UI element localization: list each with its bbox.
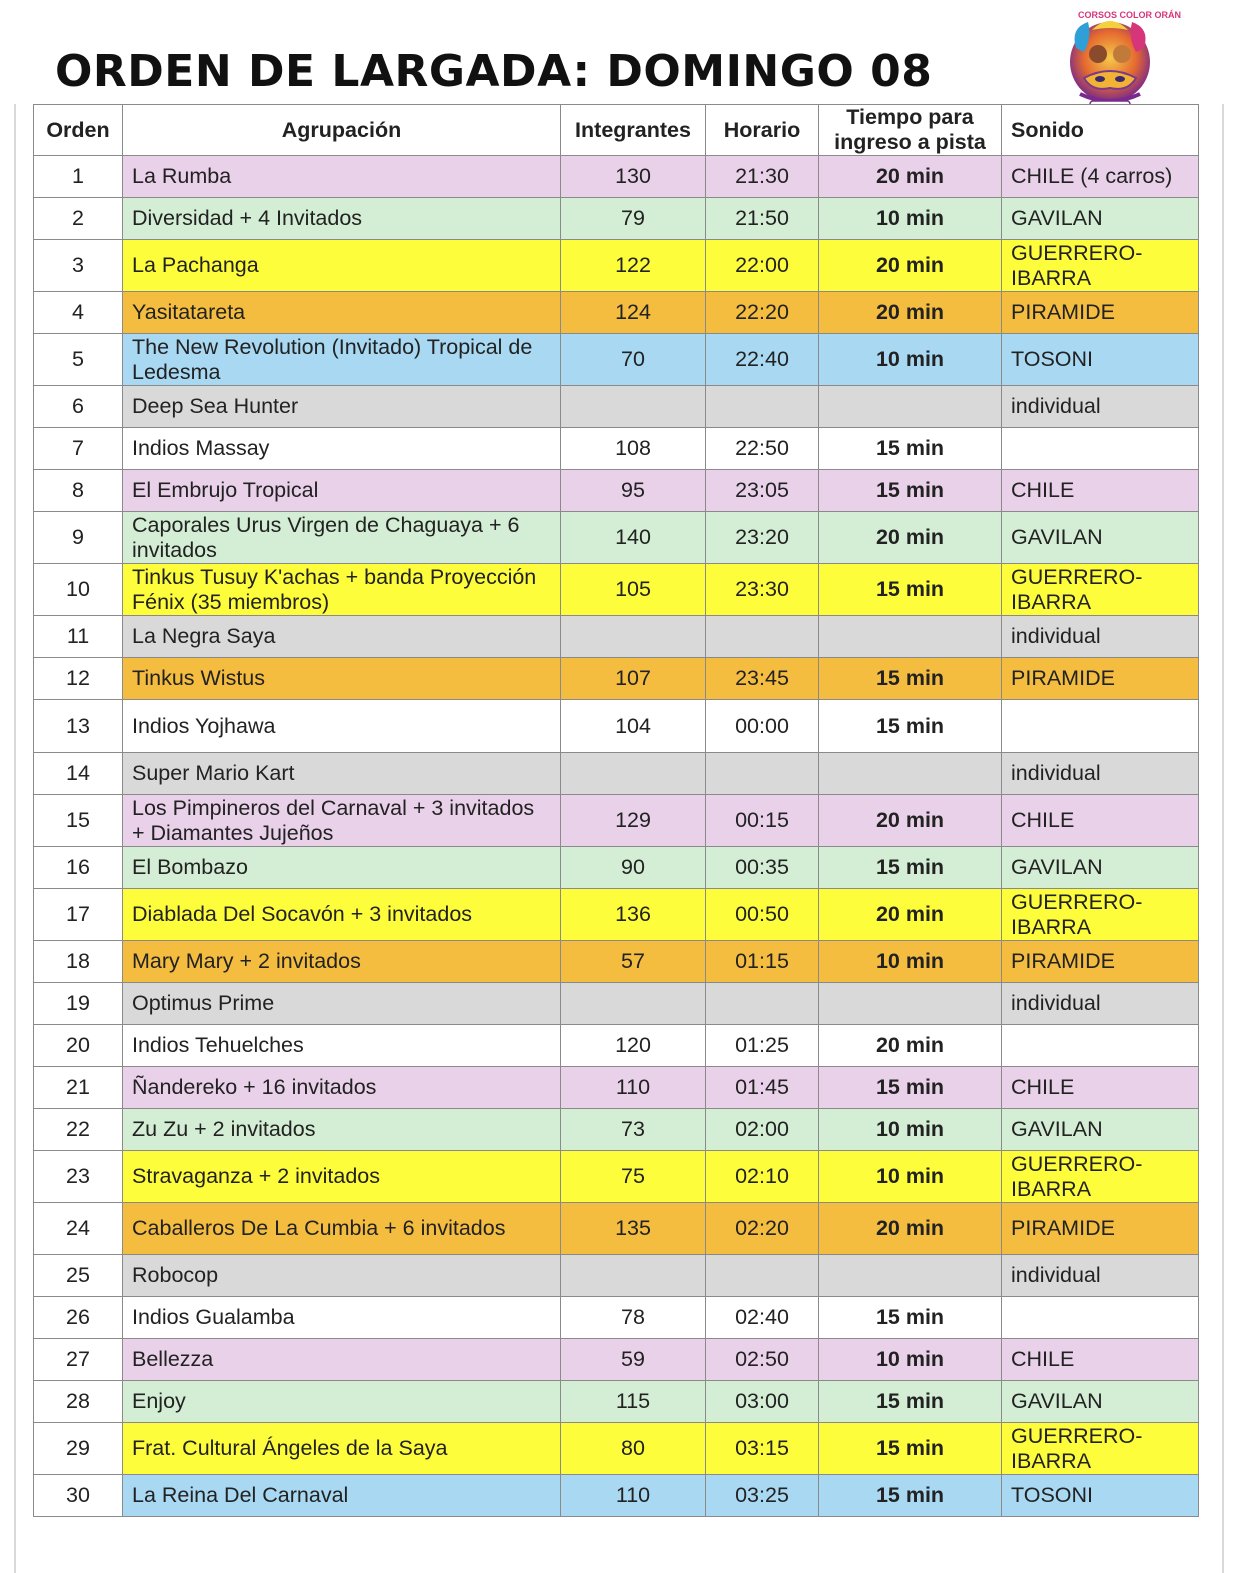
page-edge-left	[14, 104, 16, 1573]
cell-orden: 11	[34, 616, 123, 658]
cell-tiempo: 15 min	[819, 564, 1002, 616]
cell-orden: 21	[34, 1067, 123, 1109]
cell-orden: 28	[34, 1381, 123, 1423]
cell-tiempo: 10 min	[819, 1109, 1002, 1151]
cell-integrantes: 130	[561, 156, 706, 198]
table-row	[34, 198, 1199, 240]
cell-horario: 02:50	[706, 1339, 819, 1381]
cell-sonido: GAVILAN	[1002, 198, 1199, 240]
table-row	[34, 1151, 1199, 1203]
table-row	[34, 1067, 1199, 1109]
cell-integrantes: 79	[561, 198, 706, 240]
cell-integrantes: 110	[561, 1475, 706, 1517]
cell-horario: 22:20	[706, 292, 819, 334]
cell-sonido: GAVILAN	[1002, 847, 1199, 889]
cell-horario	[706, 983, 819, 1025]
cell-integrantes: 104	[561, 700, 706, 753]
cell-sonido: GAVILAN	[1002, 1109, 1199, 1151]
table-row	[34, 795, 1199, 847]
cell-agrupacion: Indios Massay	[123, 428, 561, 470]
cell-tiempo: 15 min	[819, 658, 1002, 700]
cell-horario: 23:05	[706, 470, 819, 512]
cell-agrupacion: Optimus Prime	[123, 983, 561, 1025]
header-sonido: Sonido	[1002, 105, 1199, 156]
cell-tiempo: 15 min	[819, 1067, 1002, 1109]
cell-orden: 18	[34, 941, 123, 983]
header-integrantes: Integrantes	[561, 105, 706, 156]
cell-agrupacion: El Bombazo	[123, 847, 561, 889]
cell-horario	[706, 753, 819, 795]
table-row	[34, 983, 1199, 1025]
header-row	[34, 105, 1199, 156]
table-row	[34, 470, 1199, 512]
cell-agrupacion: Frat. Cultural Ángeles de la Saya	[123, 1423, 561, 1475]
cell-integrantes: 129	[561, 795, 706, 847]
cell-agrupacion: Caporales Urus Virgen de Chaguaya + 6 invitados	[123, 512, 561, 564]
cell-sonido: CHILE (4 carros)	[1002, 156, 1199, 198]
cell-tiempo: 10 min	[819, 1339, 1002, 1381]
cell-integrantes: 107	[561, 658, 706, 700]
cell-tiempo: 10 min	[819, 334, 1002, 386]
table-row	[34, 889, 1199, 941]
cell-agrupacion: Indios Yojhawa	[123, 700, 561, 753]
cell-tiempo: 15 min	[819, 1381, 1002, 1423]
cell-horario: 23:45	[706, 658, 819, 700]
table-row	[34, 847, 1199, 889]
cell-integrantes: 90	[561, 847, 706, 889]
cell-horario: 02:00	[706, 1109, 819, 1151]
table-row	[34, 512, 1199, 564]
cell-orden: 14	[34, 753, 123, 795]
cell-sonido: GUERRERO-IBARRA	[1002, 240, 1199, 292]
cell-orden: 24	[34, 1203, 123, 1255]
cell-orden: 30	[34, 1475, 123, 1517]
table-body	[34, 156, 1199, 1517]
cell-sonido: TOSONI	[1002, 1475, 1199, 1517]
header-orden: Orden	[34, 105, 123, 156]
cell-tiempo	[819, 983, 1002, 1025]
cell-orden: 2	[34, 198, 123, 240]
cell-tiempo	[819, 616, 1002, 658]
header-horario: Horario	[706, 105, 819, 156]
table-row	[34, 428, 1199, 470]
cell-orden: 9	[34, 512, 123, 564]
table-row	[34, 658, 1199, 700]
table-row	[34, 292, 1199, 334]
cell-horario: 00:00	[706, 700, 819, 753]
cell-sonido: individual	[1002, 983, 1199, 1025]
cell-agrupacion: Los Pimpineros del Carnaval + 3 invitados + Diamantes Jujeños	[123, 795, 561, 847]
cell-tiempo: 15 min	[819, 700, 1002, 753]
cell-sonido: PIRAMIDE	[1002, 292, 1199, 334]
cell-integrantes: 136	[561, 889, 706, 941]
cell-orden: 23	[34, 1151, 123, 1203]
cell-tiempo	[819, 753, 1002, 795]
schedule-sheet	[0, 104, 1240, 1573]
cell-integrantes: 115	[561, 1381, 706, 1423]
cell-agrupacion: La Negra Saya	[123, 616, 561, 658]
cell-agrupacion: Zu Zu + 2 invitados	[123, 1109, 561, 1151]
cell-orden: 1	[34, 156, 123, 198]
cell-horario: 23:30	[706, 564, 819, 616]
cell-sonido	[1002, 1025, 1199, 1067]
table-row	[34, 1255, 1199, 1297]
cell-sonido	[1002, 1297, 1199, 1339]
cell-horario: 01:15	[706, 941, 819, 983]
cell-horario	[706, 386, 819, 428]
cell-sonido: GAVILAN	[1002, 512, 1199, 564]
cell-orden: 19	[34, 983, 123, 1025]
cell-orden: 26	[34, 1297, 123, 1339]
cell-horario: 00:50	[706, 889, 819, 941]
cell-horario	[706, 616, 819, 658]
cell-integrantes: 135	[561, 1203, 706, 1255]
table-row	[34, 334, 1199, 386]
cell-horario: 22:40	[706, 334, 819, 386]
cell-sonido: individual	[1002, 1255, 1199, 1297]
cell-integrantes	[561, 753, 706, 795]
cell-sonido: individual	[1002, 753, 1199, 795]
cell-integrantes: 80	[561, 1423, 706, 1475]
cell-sonido: CHILE	[1002, 795, 1199, 847]
cell-sonido: CHILE	[1002, 1067, 1199, 1109]
cell-agrupacion: Diablada Del Socavón + 3 invitados	[123, 889, 561, 941]
cell-horario: 22:50	[706, 428, 819, 470]
cell-tiempo: 20 min	[819, 292, 1002, 334]
cell-sonido	[1002, 428, 1199, 470]
cell-orden: 7	[34, 428, 123, 470]
cell-agrupacion: Robocop	[123, 1255, 561, 1297]
cell-tiempo: 15 min	[819, 428, 1002, 470]
cell-horario: 01:25	[706, 1025, 819, 1067]
header-tiempo: Tiempo para ingreso a pista	[819, 105, 1002, 156]
cell-sonido: CHILE	[1002, 1339, 1199, 1381]
cell-integrantes	[561, 983, 706, 1025]
cell-horario: 02:40	[706, 1297, 819, 1339]
cell-horario: 03:25	[706, 1475, 819, 1517]
cell-integrantes: 120	[561, 1025, 706, 1067]
table-row	[34, 386, 1199, 428]
cell-integrantes: 78	[561, 1297, 706, 1339]
table-row	[34, 753, 1199, 795]
cell-tiempo: 15 min	[819, 847, 1002, 889]
cell-integrantes: 122	[561, 240, 706, 292]
cell-agrupacion: Tinkus Tusuy K'achas + banda Proyección Fénix (35 miembros)	[123, 564, 561, 616]
cell-orden: 25	[34, 1255, 123, 1297]
cell-agrupacion: Mary Mary + 2 invitados	[123, 941, 561, 983]
cell-horario: 00:15	[706, 795, 819, 847]
cell-integrantes	[561, 386, 706, 428]
cell-horario: 03:15	[706, 1423, 819, 1475]
cell-agrupacion: Indios Gualamba	[123, 1297, 561, 1339]
table-row	[34, 700, 1199, 753]
cell-horario: 21:30	[706, 156, 819, 198]
cell-agrupacion: Diversidad + 4 Invitados	[123, 198, 561, 240]
table-row	[34, 941, 1199, 983]
table-row	[34, 240, 1199, 292]
cell-sonido: GUERRERO-IBARRA	[1002, 564, 1199, 616]
cell-agrupacion: La Rumba	[123, 156, 561, 198]
cell-agrupacion: Caballeros De La Cumbia + 6 invitados	[123, 1203, 561, 1255]
cell-horario: 23:20	[706, 512, 819, 564]
cell-tiempo: 15 min	[819, 1297, 1002, 1339]
cell-integrantes: 140	[561, 512, 706, 564]
cell-orden: 4	[34, 292, 123, 334]
cell-agrupacion: Indios Tehuelches	[123, 1025, 561, 1067]
cell-horario: 00:35	[706, 847, 819, 889]
table-row	[34, 616, 1199, 658]
table-row	[34, 1297, 1199, 1339]
cell-horario: 03:00	[706, 1381, 819, 1423]
cell-orden: 8	[34, 470, 123, 512]
cell-agrupacion: La Reina Del Carnaval	[123, 1475, 561, 1517]
cell-sonido	[1002, 700, 1199, 753]
cell-tiempo: 20 min	[819, 512, 1002, 564]
cell-orden: 17	[34, 889, 123, 941]
cell-agrupacion: Stravaganza + 2 invitados	[123, 1151, 561, 1203]
cell-integrantes: 59	[561, 1339, 706, 1381]
cell-sonido: GUERRERO-IBARRA	[1002, 1423, 1199, 1475]
cell-integrantes: 57	[561, 941, 706, 983]
cell-horario: 01:45	[706, 1067, 819, 1109]
cell-integrantes: 73	[561, 1109, 706, 1151]
header-agrupacion: Agrupación	[123, 105, 561, 156]
table-row	[34, 1203, 1199, 1255]
page-title: ORDEN DE LARGADA: DOMINGO 08	[55, 46, 933, 97]
cell-tiempo: 15 min	[819, 1423, 1002, 1475]
cell-integrantes	[561, 1255, 706, 1297]
cell-horario	[706, 1255, 819, 1297]
cell-integrantes: 70	[561, 334, 706, 386]
cell-sonido: PIRAMIDE	[1002, 1203, 1199, 1255]
cell-orden: 3	[34, 240, 123, 292]
cell-integrantes: 124	[561, 292, 706, 334]
cell-integrantes: 108	[561, 428, 706, 470]
cell-agrupacion: The New Revolution (Invitado) Tropical de Ledesma	[123, 334, 561, 386]
cell-sonido: GUERRERO-IBARRA	[1002, 889, 1199, 941]
cell-tiempo: 20 min	[819, 240, 1002, 292]
cell-agrupacion: Yasitatareta	[123, 292, 561, 334]
cell-sonido: PIRAMIDE	[1002, 941, 1199, 983]
logo-name: CORSOS COLOR ORÁN	[1078, 10, 1182, 20]
cell-tiempo: 20 min	[819, 889, 1002, 941]
table-row	[34, 1339, 1199, 1381]
table-row	[34, 1025, 1199, 1067]
table-row	[34, 1475, 1199, 1517]
cell-integrantes: 105	[561, 564, 706, 616]
cell-agrupacion: La Pachanga	[123, 240, 561, 292]
schedule-table	[33, 104, 1199, 1517]
cell-sonido: individual	[1002, 616, 1199, 658]
page-edge-right	[1222, 104, 1224, 1573]
table-row	[34, 1381, 1199, 1423]
cell-agrupacion: Tinkus Wistus	[123, 658, 561, 700]
cell-tiempo: 20 min	[819, 1203, 1002, 1255]
cell-orden: 12	[34, 658, 123, 700]
cell-orden: 20	[34, 1025, 123, 1067]
cell-agrupacion: El Embrujo Tropical	[123, 470, 561, 512]
cell-integrantes	[561, 616, 706, 658]
cell-sonido: individual	[1002, 386, 1199, 428]
cell-orden: 10	[34, 564, 123, 616]
cell-tiempo: 15 min	[819, 1475, 1002, 1517]
cell-tiempo: 20 min	[819, 795, 1002, 847]
table-row	[34, 1109, 1199, 1151]
cell-sonido: CHILE	[1002, 470, 1199, 512]
cell-sonido: GAVILAN	[1002, 1381, 1199, 1423]
cell-integrantes: 110	[561, 1067, 706, 1109]
cell-tiempo: 20 min	[819, 156, 1002, 198]
cell-agrupacion: Ñandereko + 16 invitados	[123, 1067, 561, 1109]
cell-tiempo: 10 min	[819, 941, 1002, 983]
cell-horario: 02:20	[706, 1203, 819, 1255]
table-row	[34, 564, 1199, 616]
cell-integrantes: 75	[561, 1151, 706, 1203]
cell-orden: 6	[34, 386, 123, 428]
cell-tiempo	[819, 1255, 1002, 1297]
cell-tiempo: 10 min	[819, 198, 1002, 240]
cell-tiempo: 20 min	[819, 1025, 1002, 1067]
cell-orden: 22	[34, 1109, 123, 1151]
cell-sonido: PIRAMIDE	[1002, 658, 1199, 700]
cell-agrupacion: Bellezza	[123, 1339, 561, 1381]
table-row	[34, 1423, 1199, 1475]
cell-orden: 27	[34, 1339, 123, 1381]
cell-agrupacion: Enjoy	[123, 1381, 561, 1423]
cell-tiempo: 10 min	[819, 1151, 1002, 1203]
cell-orden: 15	[34, 795, 123, 847]
cell-tiempo: 15 min	[819, 470, 1002, 512]
cell-sonido: TOSONI	[1002, 334, 1199, 386]
cell-agrupacion: Super Mario Kart	[123, 753, 561, 795]
cell-tiempo	[819, 386, 1002, 428]
cell-integrantes: 95	[561, 470, 706, 512]
cell-sonido: GUERRERO-IBARRA	[1002, 1151, 1199, 1203]
cell-orden: 5	[34, 334, 123, 386]
cell-orden: 13	[34, 700, 123, 753]
cell-horario: 22:00	[706, 240, 819, 292]
cell-agrupacion: Deep Sea Hunter	[123, 386, 561, 428]
table-row	[34, 156, 1199, 198]
cell-horario: 02:10	[706, 1151, 819, 1203]
cell-orden: 16	[34, 847, 123, 889]
cell-horario: 21:50	[706, 198, 819, 240]
cell-orden: 29	[34, 1423, 123, 1475]
